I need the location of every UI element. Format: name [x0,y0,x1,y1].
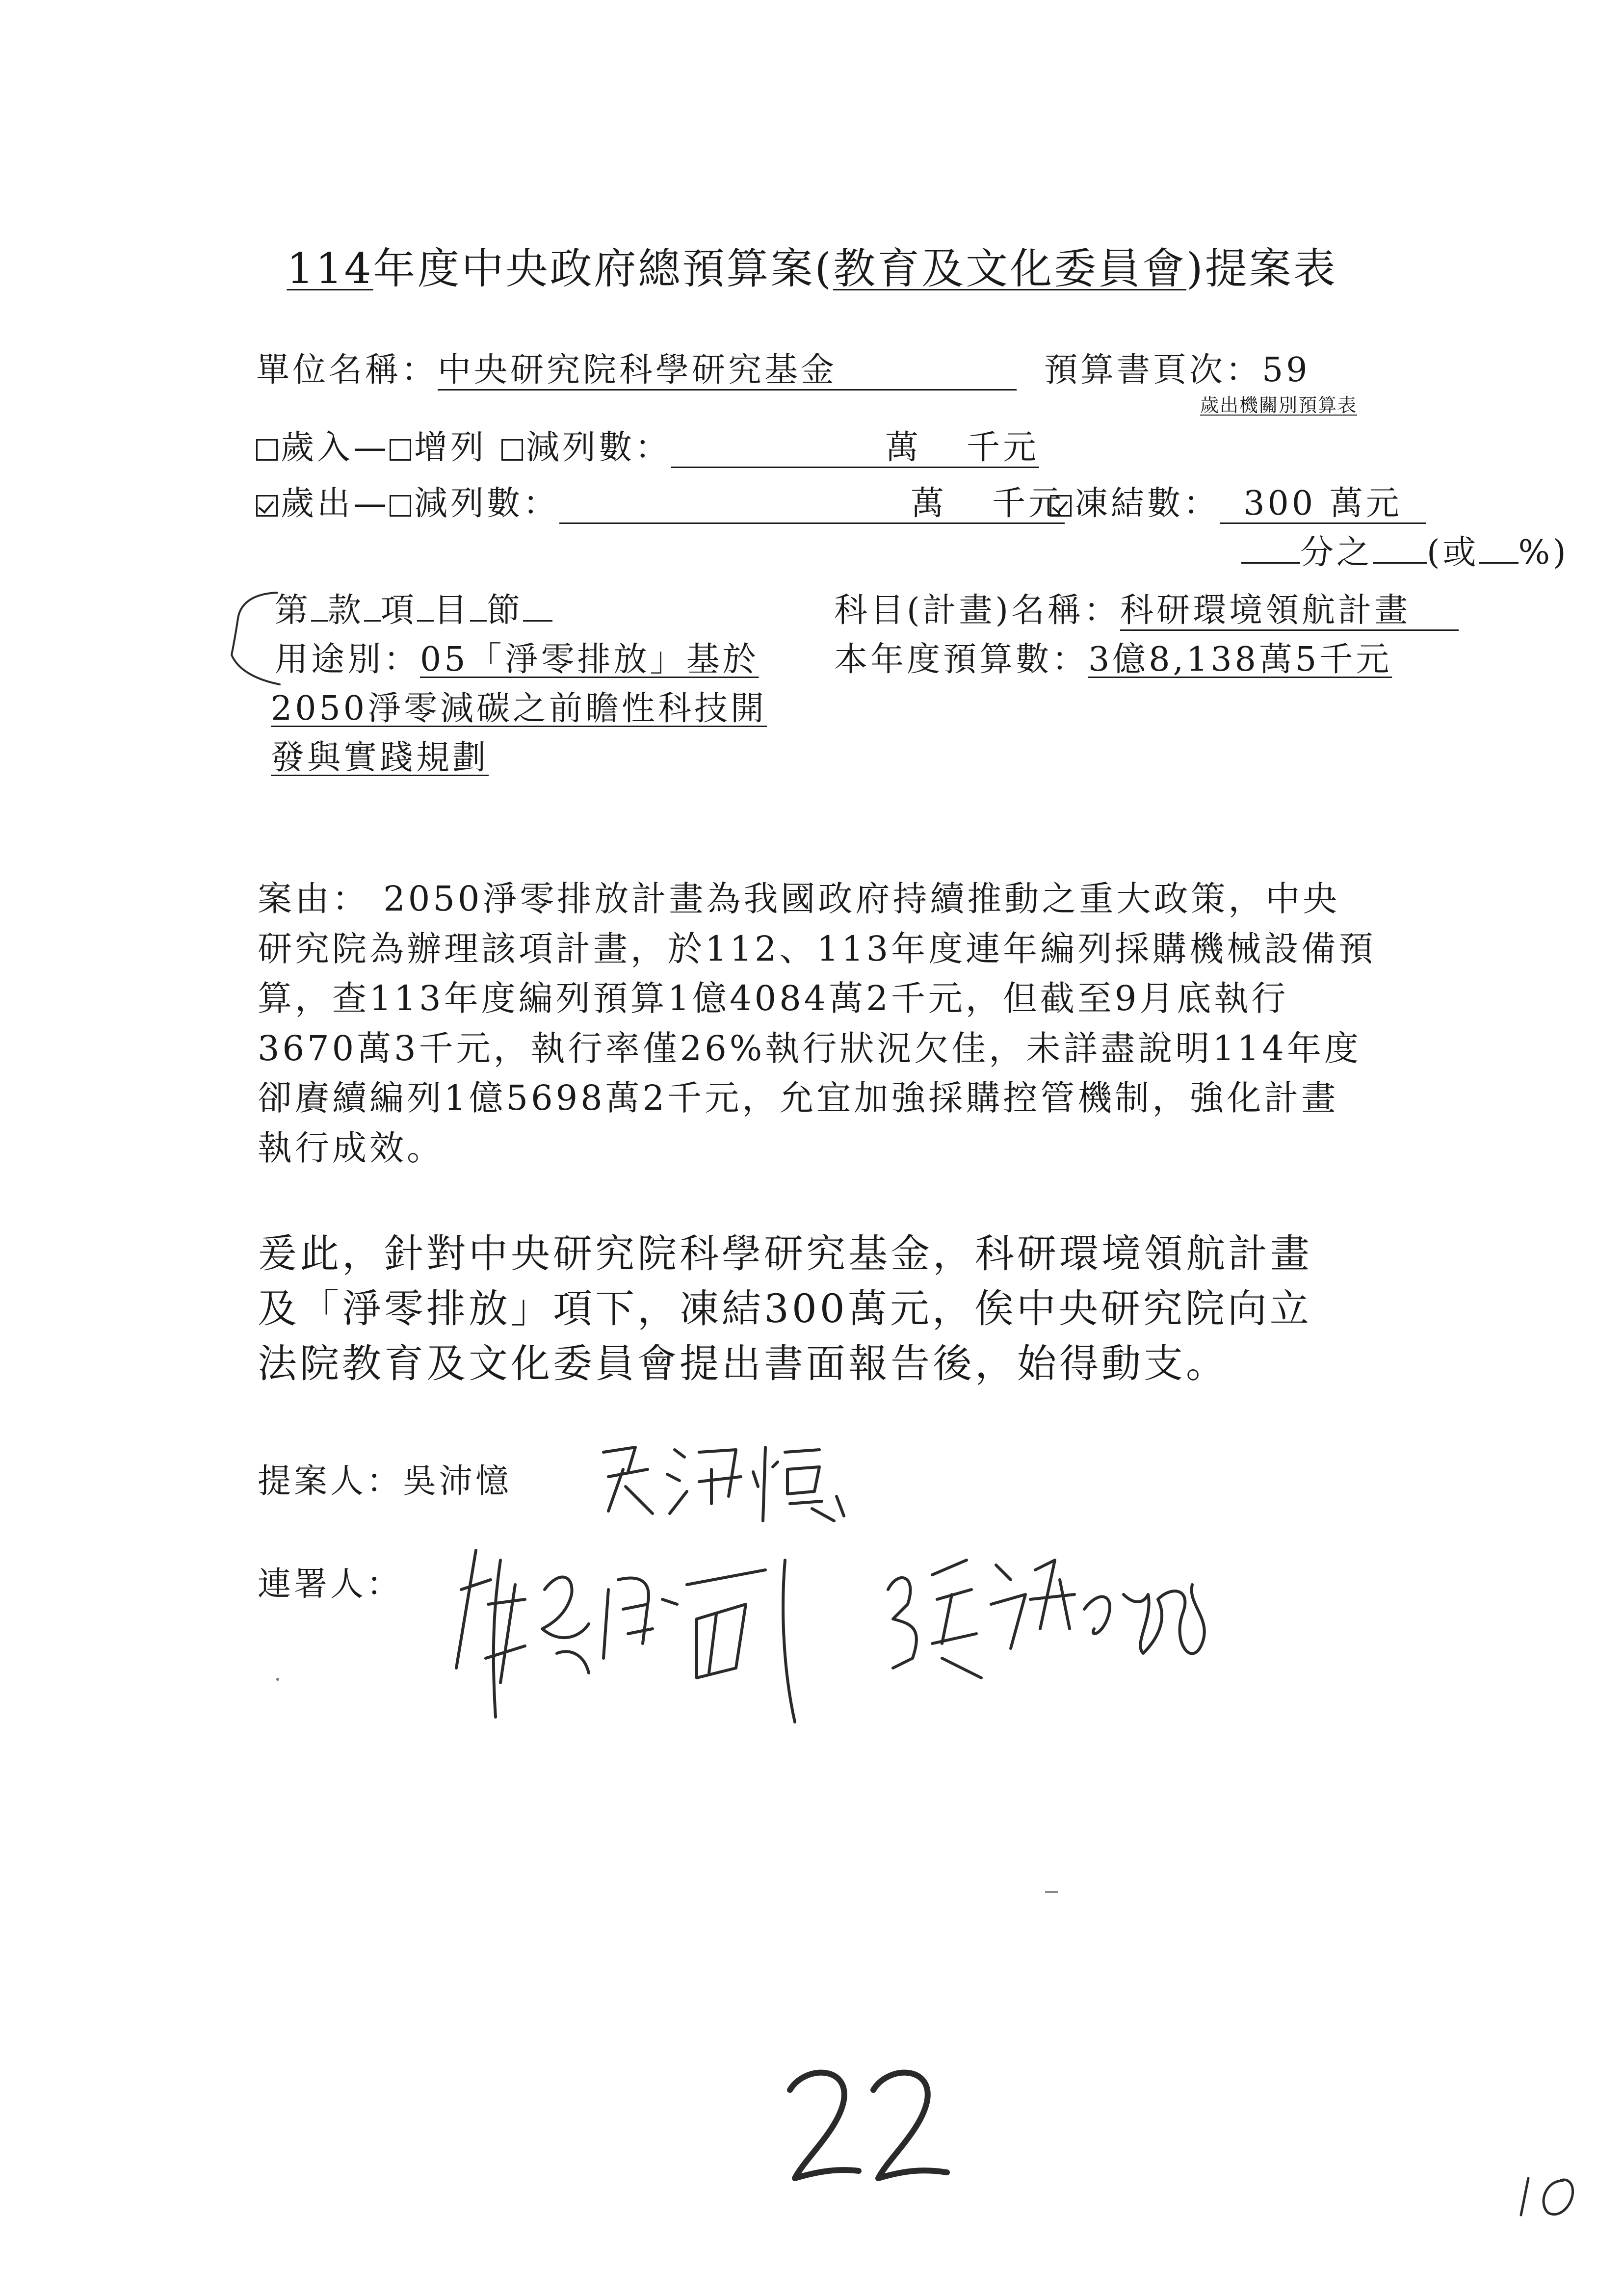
revenue-row [256,421,1039,469]
cosigner-row [258,1558,403,1605]
handwritten-corner-number [1511,2168,1590,2222]
fraction-row [1241,526,1569,574]
reason-line-6: 執行成效。 [258,1127,444,1168]
stray-mark [1045,1891,1058,1893]
revenue-qian-unit: 千元 [967,428,1040,467]
reason-label: 案由： [258,879,369,919]
resolution-line-3: 法院教育及文化委員會提出書面報告後，始得動支。 [258,1341,1228,1386]
purpose-value-line3: 發與實踐規劃 [271,738,489,777]
item-xiang: 項 [381,591,418,630]
cosigner-label: 連署人： [258,1565,403,1604]
purpose-value-line1: 05「淨零排放」基於 [420,640,759,679]
handwritten-22-drawing [775,2061,962,2188]
purpose-label: 用途別： [275,640,420,679]
subject-row [834,584,1459,631]
form-title [0,235,1624,295]
title-year: 114 [287,244,373,293]
expense-qian-unit: 千元 [992,484,1065,523]
revenue-decrease-label: 減列數： [526,428,672,467]
blank-kuan[interactable] [311,620,328,622]
expense-label: 歲出— [281,484,390,523]
reason-line-4: 3670萬3千元，執行率僅26%執行狀況欠佳，未詳盡說明114年度 [258,1028,1362,1069]
freeze-checkbox-checked[interactable] [1050,495,1072,517]
budget-page-value: 59 [1262,351,1310,390]
budget-page-note: 歲出機關別預算表 [1200,394,1358,416]
title-part2: )提案表 [1186,244,1337,293]
fraction-part3: %) [1518,533,1569,572]
title-part1: 年度中央政府總預算案( [373,244,834,293]
blank-jie[interactable] [470,620,487,622]
subject-label: 科目(計畫)名稱： [834,591,1121,630]
resolution-line-1: 爰此，針對中央研究院科學研究基金，科研環境領航計畫 [258,1231,1312,1277]
freeze-field[interactable] [1220,486,1426,524]
revenue-wan-unit: 萬 [885,428,922,467]
reason-text-1: 2050淨零排放計畫為我國政府持續推動之重大政策，中央 [383,879,1340,919]
proposer-row [258,1455,512,1502]
freeze-value: 300 [1243,484,1316,523]
fraction-blank-2[interactable] [1373,562,1427,564]
reason-line-2: 研究院為辦理該項計畫，於112、113年度連年編列採購機械設備預 [258,928,1376,969]
increase-label: 增列 [414,428,487,467]
item-row [275,584,552,631]
expense-row [256,477,1065,524]
freeze-label: 凍結數： [1074,484,1220,523]
expense-decrease-label: 減列數： [414,484,560,523]
proposer-name: 吳沛憶 [403,1462,512,1501]
resolution-section [258,1226,1435,1391]
handwritten-page-number [775,2061,962,2188]
blank-mu[interactable] [417,620,434,622]
fraction-blank-3[interactable] [1479,562,1519,564]
item-kuan: 款 [328,591,365,630]
reason-line-1 [258,874,1435,924]
cosigner-signature-1 [442,1531,844,1737]
unit-row [256,343,1017,391]
expense-wan-field[interactable] [559,486,962,524]
handwritten-10-drawing [1511,2168,1590,2222]
cosigner-signature-2 [878,1531,1222,1688]
fraction-part2: (或 [1427,533,1479,572]
revenue-checkbox[interactable] [256,439,278,461]
unit-label: 單位名稱： [256,351,438,390]
unit-value: 中央研究院科學研究基金 [438,352,1017,391]
fraction-blank-1[interactable] [1241,562,1300,564]
purpose-value-line2: 2050淨零減碳之前瞻性科技開 [271,689,767,728]
budget-page-label: 預算書頁次： [1044,351,1262,390]
annual-budget-label: 本年度預算數： [834,640,1089,679]
freeze-unit: 萬元 [1329,484,1402,523]
reason-line-3: 算，查113年度編列預算1億4084萬2千元，但截至9月底執行 [258,978,1289,1018]
stray-dot [276,1678,279,1681]
purpose-row [275,633,759,680]
expense-decrease-checkbox[interactable] [390,495,411,517]
annual-budget-row [834,633,1392,680]
expense-wan-unit: 萬 [911,484,947,523]
freeze-row [1050,477,1426,524]
title-committee: 教育及文化委員會 [833,244,1187,293]
reason-line-5: 卻賡續編列1億5698萬2千元，允宜加強採購控管機制，強化計畫 [258,1078,1339,1118]
blank-after-jie[interactable] [523,620,552,622]
fraction-part1: 分之 [1300,533,1373,572]
revenue-label: 歲入— [281,428,390,467]
revenue-qian-field[interactable] [936,430,1039,468]
expense-checkbox-checked[interactable] [256,495,278,517]
item-jie: 節 [487,591,524,630]
reason-section [258,874,1435,1173]
budget-page-row [1044,343,1310,391]
expense-qian-field[interactable] [962,486,1065,524]
subject-value: 科研環境領航計畫 [1120,593,1459,631]
proposer-label: 提案人： [258,1462,403,1501]
revenue-decrease-checkbox[interactable] [501,439,523,461]
proposer-signature [589,1423,864,1531]
revenue-wan-field[interactable] [671,430,936,468]
increase-checkbox[interactable] [390,439,411,461]
annual-budget-value: 3億8,138萬5千元 [1088,640,1392,679]
blank-xiang[interactable] [364,620,381,622]
item-di: 第 [275,591,312,630]
item-mu: 目 [434,591,471,630]
resolution-line-2: 及「淨零排放」項下，凍結300萬元，俟中央研究院向立 [258,1286,1312,1331]
